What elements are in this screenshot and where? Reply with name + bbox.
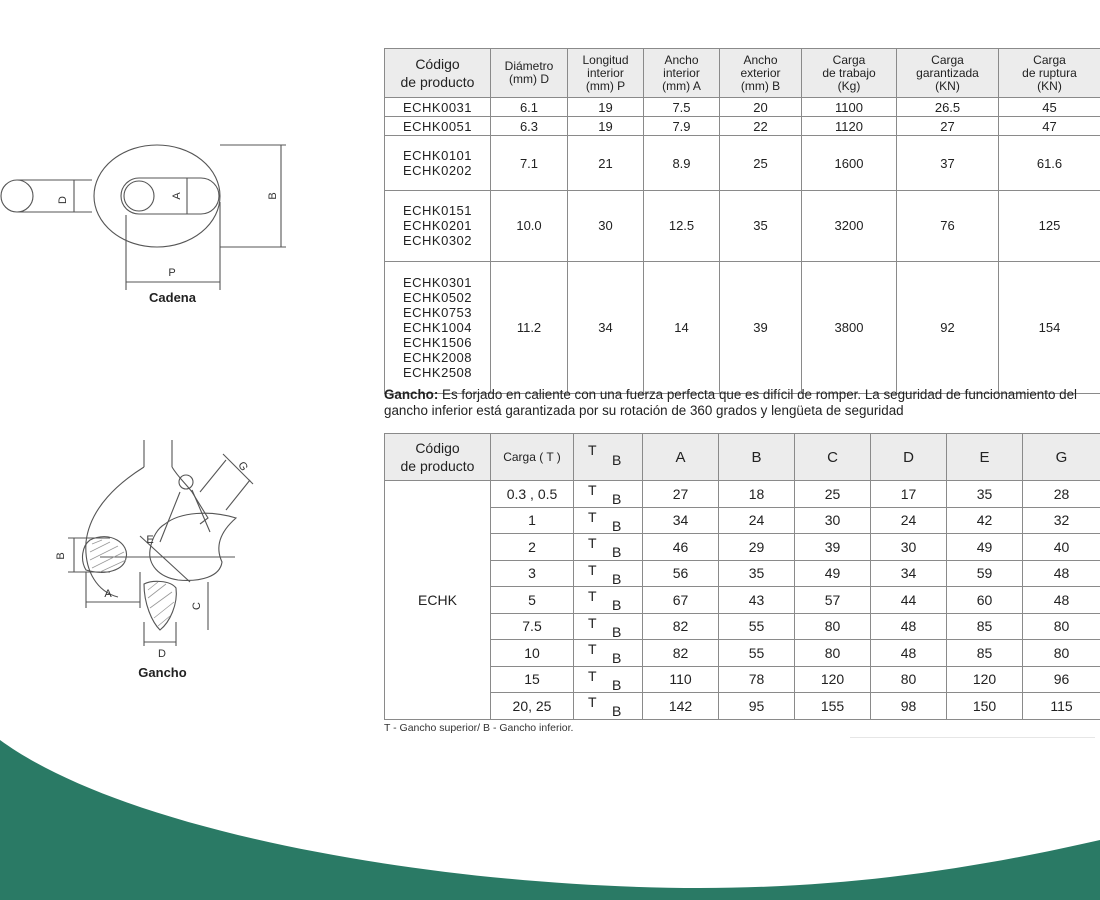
tb-t: T <box>588 482 597 499</box>
cell-a: 27 <box>643 481 719 508</box>
cell-p: 19 <box>568 98 644 117</box>
cell-work: 1100 <box>802 98 897 117</box>
column-header-line: (Kg) <box>837 78 861 93</box>
cell-g: 115 <box>1023 693 1100 720</box>
tb-b: B <box>612 570 622 587</box>
cell-a: 7.9 <box>644 117 720 136</box>
column-header-line: Ancho <box>664 52 699 67</box>
column-header-line: (mm) D <box>509 72 549 86</box>
hook-diagram <box>40 432 260 662</box>
cell-tb <box>574 613 643 640</box>
tb-wrapper <box>574 434 642 480</box>
product-code-line: ECHK0302 <box>402 233 473 249</box>
cell-c: 155 <box>795 693 871 720</box>
tb-wrapper <box>574 534 642 559</box>
cell-breaking: 47 <box>999 117 1100 136</box>
cell-b: 18 <box>719 481 795 508</box>
cell-b: 55 <box>719 640 795 667</box>
cell-tb <box>574 693 643 720</box>
cell-d: 34 <box>871 560 947 587</box>
tb-wrapper <box>574 508 642 533</box>
column-header-line: (mm) A <box>662 78 701 93</box>
cell-guaranteed: 37 <box>897 136 999 191</box>
column-header <box>491 49 568 98</box>
cell-e: 85 <box>947 640 1023 667</box>
cell-c: 25 <box>795 481 871 508</box>
cell-c: 30 <box>795 507 871 534</box>
product-code-line: ECHK0301 <box>402 274 473 290</box>
cell-e: 59 <box>947 560 1023 587</box>
product-code-cell <box>385 261 491 394</box>
tb-b: B <box>612 623 622 640</box>
label-a: A <box>104 588 112 600</box>
cell-b: 22 <box>720 117 802 136</box>
cell-c: 39 <box>795 534 871 561</box>
column-header-line: interior <box>663 65 700 80</box>
tb-wrapper <box>574 640 642 665</box>
cell-guaranteed: 76 <box>897 191 999 262</box>
cell-b: 95 <box>719 693 795 720</box>
label-d: D <box>158 648 166 660</box>
label-p: P <box>168 267 176 279</box>
table-row <box>385 136 1100 191</box>
cell-a: 142 <box>643 693 719 720</box>
column-header-line: Código <box>415 440 460 456</box>
tb-t: T <box>588 641 597 658</box>
chain-caption: Cadena <box>149 290 196 305</box>
cell-load: 15 <box>491 666 574 693</box>
column-header <box>385 49 491 98</box>
cell-a: 34 <box>643 507 719 534</box>
header-row <box>385 434 1100 481</box>
tb-t: T <box>588 442 597 458</box>
cell-guaranteed: 27 <box>897 117 999 136</box>
cell-tb <box>574 640 643 667</box>
hook-caption: Gancho <box>138 665 187 680</box>
column-header-line: garantizada <box>916 65 979 80</box>
column-header-dim: G <box>1023 434 1100 481</box>
table-row <box>385 560 1100 587</box>
tb-wrapper <box>574 587 642 612</box>
cell-tb <box>574 666 643 693</box>
tb-wrapper <box>574 561 642 586</box>
column-header-line: Diámetro <box>504 59 554 73</box>
column-header <box>897 49 999 98</box>
product-code-line: ECHK0201 <box>402 218 473 234</box>
label-g: G <box>235 459 250 474</box>
product-code-cell <box>385 136 491 191</box>
cell-p: 21 <box>568 136 644 191</box>
table-row <box>385 117 1100 136</box>
product-code-line: ECHK2008 <box>402 349 473 365</box>
cell-a: 56 <box>643 560 719 587</box>
cell-g: 48 <box>1023 587 1100 614</box>
cell-b: 55 <box>719 613 795 640</box>
cell-load: 2 <box>491 534 574 561</box>
tb-t: T <box>588 694 597 711</box>
tb-wrapper <box>574 614 642 639</box>
cell-tb <box>574 587 643 614</box>
cell-tb <box>574 534 643 561</box>
column-header-line: (KN) <box>935 78 960 93</box>
cell-a: 46 <box>643 534 719 561</box>
cell-p: 30 <box>568 191 644 262</box>
column-header-line: de producto <box>400 74 475 90</box>
tb-wrapper <box>574 667 642 692</box>
column-header <box>644 49 720 98</box>
tb-b: B <box>612 517 622 534</box>
bottom-wave <box>0 740 1100 900</box>
label-c: C <box>191 602 203 610</box>
cell-breaking: 125 <box>999 191 1100 262</box>
cell-work: 1120 <box>802 117 897 136</box>
cell-load: 3 <box>491 560 574 587</box>
column-header <box>568 49 644 98</box>
hook-spec-table <box>384 433 1100 720</box>
table-row <box>385 693 1100 720</box>
cell-tb <box>574 507 643 534</box>
divider <box>850 737 1095 738</box>
cell-work: 3200 <box>802 191 897 262</box>
cell-tb <box>574 560 643 587</box>
hook-description-text: Es forjado en caliente con una fuerza perfecta que es difícil de romper. La seguridad de funcionamiento del gancho inferior está garantizada por su rotación de 360 grados y lengüeta de seguridad <box>384 387 1078 418</box>
column-header-line: de trabajo <box>822 65 876 80</box>
cell-load: 20, 25 <box>491 693 574 720</box>
column-header-line: (mm) B <box>740 78 781 93</box>
cell-load: 7.5 <box>491 613 574 640</box>
table-row <box>385 587 1100 614</box>
cell-c: 57 <box>795 587 871 614</box>
column-header-line: Carga <box>931 52 964 67</box>
cell-a: 12.5 <box>644 191 720 262</box>
cell-b: 39 <box>720 261 802 394</box>
cell-d: 48 <box>871 613 947 640</box>
cell-b: 20 <box>720 98 802 117</box>
cell-d: 98 <box>871 693 947 720</box>
cell-load: 5 <box>491 587 574 614</box>
table-row <box>385 98 1100 117</box>
tb-t: T <box>588 535 597 552</box>
product-code-line: ECHK0502 <box>402 289 473 305</box>
column-header-line: de ruptura <box>1022 65 1077 80</box>
column-header-line: Carga <box>1033 52 1066 67</box>
column-header-load: Carga ( T ) <box>491 434 574 481</box>
cell-b: 29 <box>719 534 795 561</box>
cell-a: 82 <box>643 640 719 667</box>
tb-b: B <box>612 597 622 614</box>
tb-t: T <box>588 561 597 578</box>
tb-b: B <box>612 452 622 468</box>
cell-g: 80 <box>1023 613 1100 640</box>
cell-tb <box>574 481 643 508</box>
cell-g: 28 <box>1023 481 1100 508</box>
cell-load: 0.3 , 0.5 <box>491 481 574 508</box>
table-row <box>385 481 1100 508</box>
product-code-line: ECHK0101 <box>402 148 473 163</box>
tb-wrapper <box>574 693 642 718</box>
column-header-code <box>385 434 491 481</box>
table-row <box>385 191 1100 262</box>
column-header-dim: C <box>795 434 871 481</box>
cell-d: 6.1 <box>491 98 568 117</box>
tb-t: T <box>588 588 597 605</box>
table-row <box>385 613 1100 640</box>
tb-b: B <box>612 491 622 508</box>
hook-description <box>384 387 1100 419</box>
cell-e: 85 <box>947 613 1023 640</box>
label-a: A <box>171 192 183 200</box>
tb-b: B <box>612 544 622 561</box>
table-row <box>385 507 1100 534</box>
cell-e: 42 <box>947 507 1023 534</box>
cell-load: 10 <box>491 640 574 667</box>
label-e: E <box>146 534 154 546</box>
cell-b: 35 <box>719 560 795 587</box>
cell-breaking: 45 <box>999 98 1100 117</box>
cell-d: 10.0 <box>491 191 568 262</box>
cell-c: 49 <box>795 560 871 587</box>
cell-d: 80 <box>871 666 947 693</box>
product-code-line: ECHK0151 <box>402 203 473 219</box>
cell-g: 96 <box>1023 666 1100 693</box>
cell-g: 48 <box>1023 560 1100 587</box>
tb-b: B <box>612 650 622 667</box>
cell-g: 32 <box>1023 507 1100 534</box>
product-code-cell: ECHK <box>385 481 491 720</box>
cell-e: 150 <box>947 693 1023 720</box>
cell-c: 80 <box>795 613 871 640</box>
table-row <box>385 261 1100 394</box>
table-row <box>385 640 1100 667</box>
cell-a: 7.5 <box>644 98 720 117</box>
column-header <box>720 49 802 98</box>
label-d: D <box>57 196 69 204</box>
product-code-line: ECHK0753 <box>402 304 473 320</box>
product-code-cell <box>385 191 491 262</box>
tb-t: T <box>588 667 597 684</box>
column-header-tb <box>574 434 643 481</box>
tb-t: T <box>588 614 597 631</box>
cell-d: 24 <box>871 507 947 534</box>
cell-d: 7.1 <box>491 136 568 191</box>
cell-c: 120 <box>795 666 871 693</box>
cell-breaking: 154 <box>999 261 1100 394</box>
cell-work: 1600 <box>802 136 897 191</box>
cell-b: 25 <box>720 136 802 191</box>
column-header-line: de producto <box>400 458 475 474</box>
column-header-line: Código <box>415 56 460 72</box>
cell-p: 34 <box>568 261 644 394</box>
column-header-line: exterior <box>740 65 781 80</box>
product-code-line: ECHK1004 <box>402 319 473 335</box>
cell-guaranteed: 26.5 <box>897 98 999 117</box>
cell-d: 11.2 <box>491 261 568 394</box>
header-row <box>385 49 1100 98</box>
column-header-dim: E <box>947 434 1023 481</box>
cell-p: 19 <box>568 117 644 136</box>
column-header-line: (mm) P <box>585 78 626 93</box>
column-header-line: Carga <box>832 52 866 67</box>
label-b: B <box>55 552 67 560</box>
table-row <box>385 534 1100 561</box>
column-header-line: Ancho <box>743 52 778 67</box>
tb-b: B <box>612 703 622 720</box>
cell-a: 82 <box>643 613 719 640</box>
cell-d: 6.3 <box>491 117 568 136</box>
product-code-line: ECHK1506 <box>402 334 473 350</box>
label-b: B <box>267 192 279 200</box>
product-code-cell <box>385 117 491 136</box>
footnote: T - Gancho superior/ B - Gancho inferior. <box>384 722 574 734</box>
cell-a: 14 <box>644 261 720 394</box>
product-code-line: ECHK0031 <box>402 99 473 115</box>
cell-g: 40 <box>1023 534 1100 561</box>
cell-g: 80 <box>1023 640 1100 667</box>
tb-t: T <box>588 508 597 525</box>
product-code-cell <box>385 98 491 117</box>
product-code-line: ECHK0202 <box>402 163 473 178</box>
chain-spec-table <box>384 48 1100 394</box>
cell-e: 35 <box>947 481 1023 508</box>
cell-e: 49 <box>947 534 1023 561</box>
cell-e: 60 <box>947 587 1023 614</box>
column-header <box>999 49 1100 98</box>
chain-diagram <box>0 130 300 310</box>
cell-guaranteed: 92 <box>897 261 999 394</box>
cell-a: 67 <box>643 587 719 614</box>
cell-e: 120 <box>947 666 1023 693</box>
cell-load: 1 <box>491 507 574 534</box>
column-header-line: interior <box>587 65 624 80</box>
hook-description-label: Gancho: <box>384 387 439 402</box>
cell-b: 78 <box>719 666 795 693</box>
column-header-dim: B <box>719 434 795 481</box>
column-header-dim: A <box>643 434 719 481</box>
column-header-dim: D <box>871 434 947 481</box>
cell-c: 80 <box>795 640 871 667</box>
column-header-line: (KN) <box>1037 78 1062 93</box>
tb-b: B <box>612 676 622 693</box>
column-header-line: Longitud <box>582 52 629 67</box>
cell-d: 17 <box>871 481 947 508</box>
cell-d: 48 <box>871 640 947 667</box>
tb-wrapper <box>574 481 642 506</box>
cell-breaking: 61.6 <box>999 136 1100 191</box>
cell-d: 30 <box>871 534 947 561</box>
product-code-line: ECHK2508 <box>402 364 473 380</box>
product-code-line: ECHK0051 <box>402 118 473 134</box>
table-row <box>385 666 1100 693</box>
cell-a: 110 <box>643 666 719 693</box>
cell-b: 24 <box>719 507 795 534</box>
cell-b: 35 <box>720 191 802 262</box>
cell-a: 8.9 <box>644 136 720 191</box>
cell-d: 44 <box>871 587 947 614</box>
cell-work: 3800 <box>802 261 897 394</box>
cell-b: 43 <box>719 587 795 614</box>
column-header <box>802 49 897 98</box>
